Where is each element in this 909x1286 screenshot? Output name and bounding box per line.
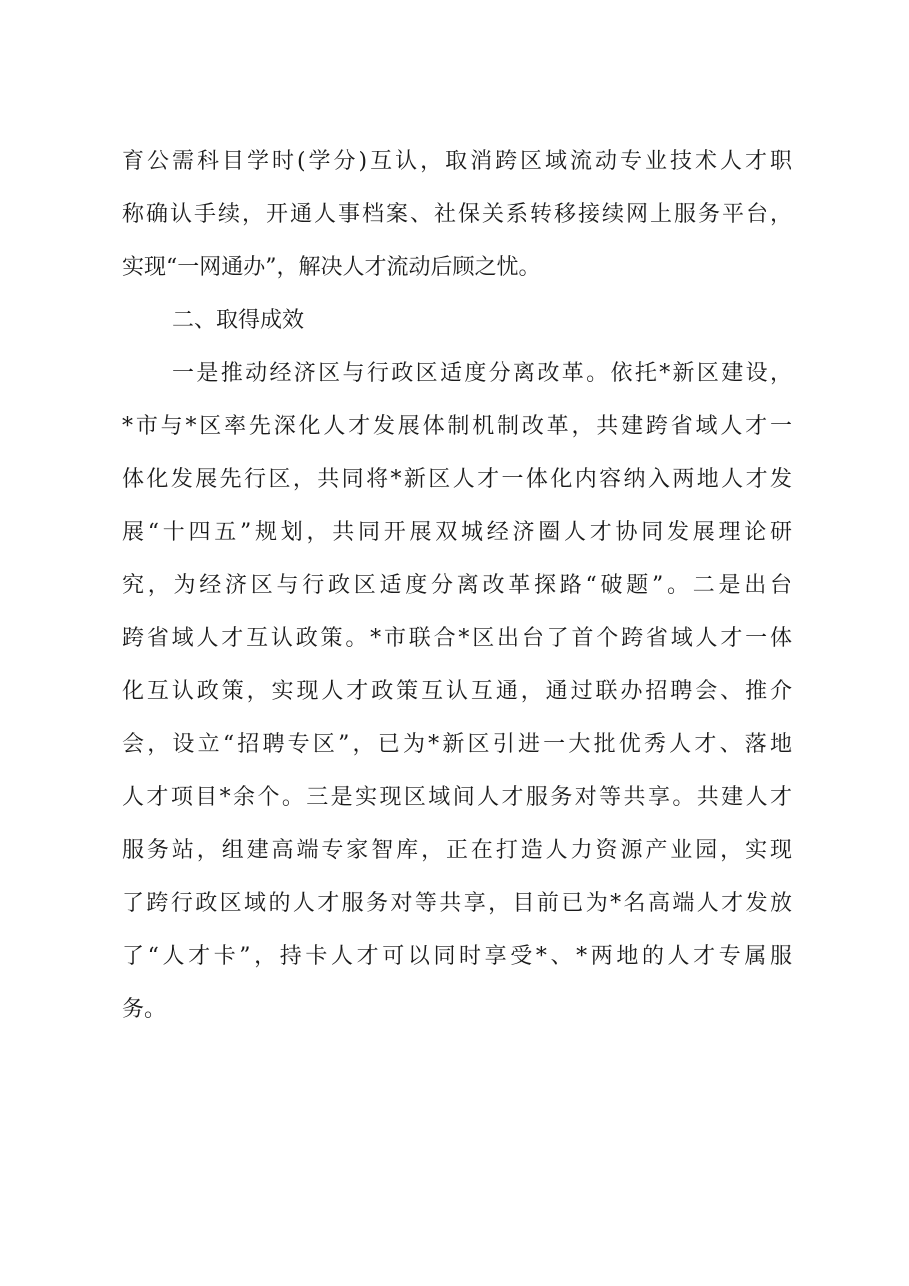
paragraph-2-line-12: 了“人才卡”，持卡人才可以同时享受*、*两地的人才专属服 [122,944,792,969]
paragraph-1-line-3: 实现“一网通办”，解决人才流动后顾之忧。 [122,255,541,280]
paragraph-2-line-4: 展“十四五”规划，共同开展双城经济圈人才协同发展理论研 [122,520,792,545]
paragraph-2-line-10: 服务站，组建高端专家智库，正在打造人力资源产业园，实现 [122,838,792,863]
section-heading: 二、取得成效 [172,308,305,333]
paragraph-2-line-9: 人才项目*余个。三是实现区域间人才服务对等共享。共建人才 [122,785,792,810]
paragraph-2-line-1: 一是推动经济区与行政区适度分离改革。依托*新区建设， [172,361,792,386]
paragraph-2-line-5: 究，为经济区与行政区适度分离改革探路“破题”。二是出台 [122,573,792,598]
paragraph-2-line-11: 了跨行政区域的人才服务对等共享，目前已为*名高端人才发放 [122,891,792,916]
paragraph-1-line-2: 称确认手续，开通人事档案、社保关系转移接续网上服务平台， [122,202,792,227]
paragraph-2-line-13: 务。 [122,997,167,1022]
paragraph-2-line-8: 会，设立“招聘专区”，已为*新区引进一大批优秀人才、落地 [122,732,792,757]
paragraph-2-line-7: 化互认政策，实现人才政策互认互通，通过联办招聘会、推介 [122,679,792,704]
paragraph-1-line-1: 育公需科目学时(学分)互认，取消跨区域流动专业技术人才职 [122,149,792,174]
paragraph-2-line-6: 跨省域人才互认政策。*市联合*区出台了首个跨省域人才一体 [122,626,792,651]
paragraph-2-line-2: *市与*区率先深化人才发展体制机制改革，共建跨省域人才一 [122,414,792,439]
paragraph-2-line-3: 体化发展先行区，共同将*新区人才一体化内容纳入两地人才发 [122,467,792,492]
